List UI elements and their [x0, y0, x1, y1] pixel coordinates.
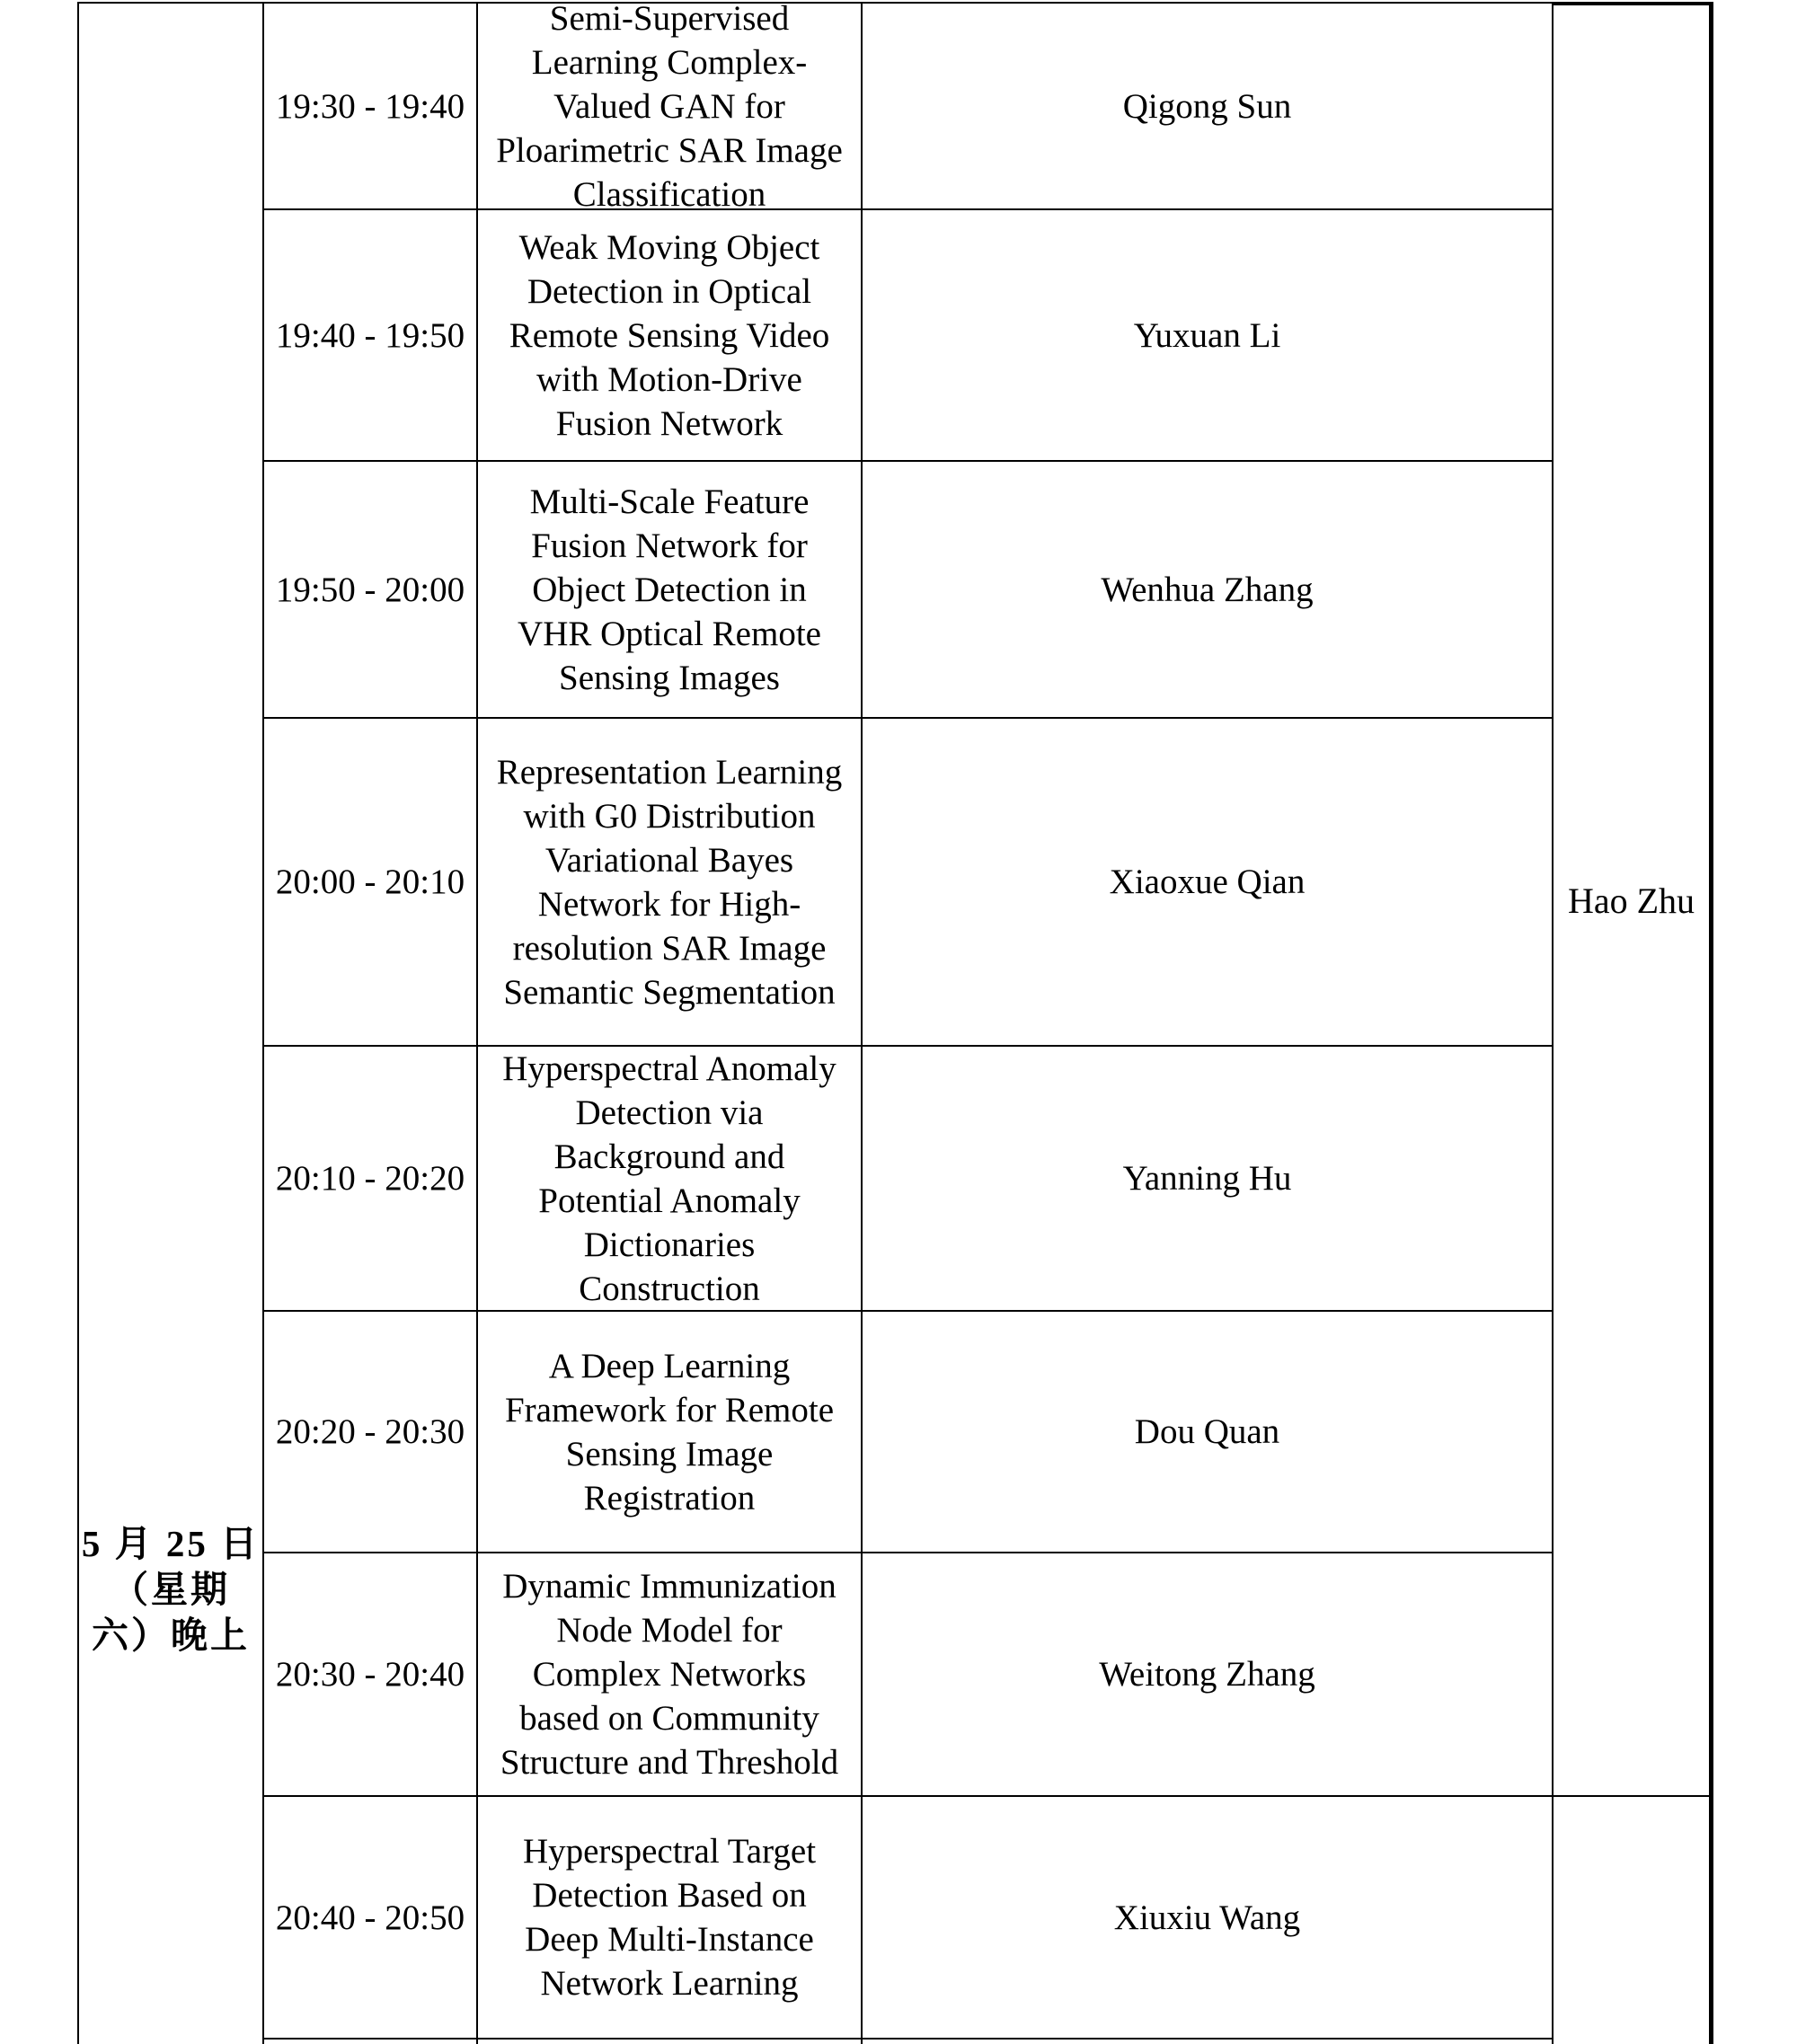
paper-title-cell: Multi-Scale Feature Fusion Network for Object Detection in VHR Optical Remote Sensing Images — [478, 460, 863, 717]
paper-title-cell: A Deep Learning Framework for Remote Sensing Image Registration — [478, 1310, 863, 1552]
time-cell: 19:40 - 19:50 — [264, 208, 478, 460]
next-row-stub — [478, 2038, 863, 2044]
presenter-cell: Yanning Hu — [863, 1045, 1554, 1310]
next-row-stub — [863, 2038, 1554, 2044]
chair-cell-empty — [1554, 1795, 1713, 2044]
presenter-cell: Xiuxiu Wang — [863, 1795, 1554, 2038]
session-date-line2: （星期 — [111, 1569, 230, 1610]
session-date-text — [82, 1521, 260, 1659]
paper-title-cell: Dynamic Immunization Node Model for Complex Networks based on Community Structure and Threshold — [478, 1552, 863, 1795]
presenter-cell: Qigong Sun — [863, 2, 1554, 208]
next-row-stub — [264, 2038, 478, 2044]
session-date-line3: 六）晚上 — [92, 1615, 250, 1656]
presenter-cell: Yuxuan Li — [863, 208, 1554, 460]
paper-title-cell: Representation Learning with G0 Distribution Variational Bayes Network for High-resolution SAR Image Semantic Segmentation — [478, 717, 863, 1045]
chair-cell — [1554, 2, 1713, 1795]
conference-session-table — [77, 2, 1713, 2044]
time-cell: 20:20 - 20:30 — [264, 1310, 478, 1552]
time-cell: 20:00 - 20:10 — [264, 717, 478, 1045]
session-date-cell — [77, 2, 264, 2044]
chair-name: Hao Zhu — [1567, 880, 1695, 921]
paper-title-cell: Hyperspectral Target Detection Based on Deep Multi-Instance Network Learning — [478, 1795, 863, 2038]
paper-title-cell: Semi-Supervised Learning Complex-Valued GAN for Ploarimetric SAR Image Classification — [478, 2, 863, 208]
presenter-cell: Weitong Zhang — [863, 1552, 1554, 1795]
paper-title-cell: Hyperspectral Anomaly Detection via Background and Potential Anomaly Dictionaries Construction — [478, 1045, 863, 1310]
presenter-cell: Wenhua Zhang — [863, 460, 1554, 717]
time-cell: 19:30 - 19:40 — [264, 2, 478, 208]
session-date-line1: 5 月 25 日 — [81, 1523, 261, 1564]
time-cell: 19:50 - 20:00 — [264, 460, 478, 717]
time-cell: 20:30 - 20:40 — [264, 1552, 478, 1795]
paper-title-cell: Weak Moving Object Detection in Optical Remote Sensing Video with Motion-Drive Fusion Network — [478, 208, 863, 460]
time-cell: 20:10 - 20:20 — [264, 1045, 478, 1310]
presenter-cell: Xiaoxue Qian — [863, 717, 1554, 1045]
time-cell: 20:40 - 20:50 — [264, 1795, 478, 2038]
presenter-cell: Dou Quan — [863, 1310, 1554, 1552]
